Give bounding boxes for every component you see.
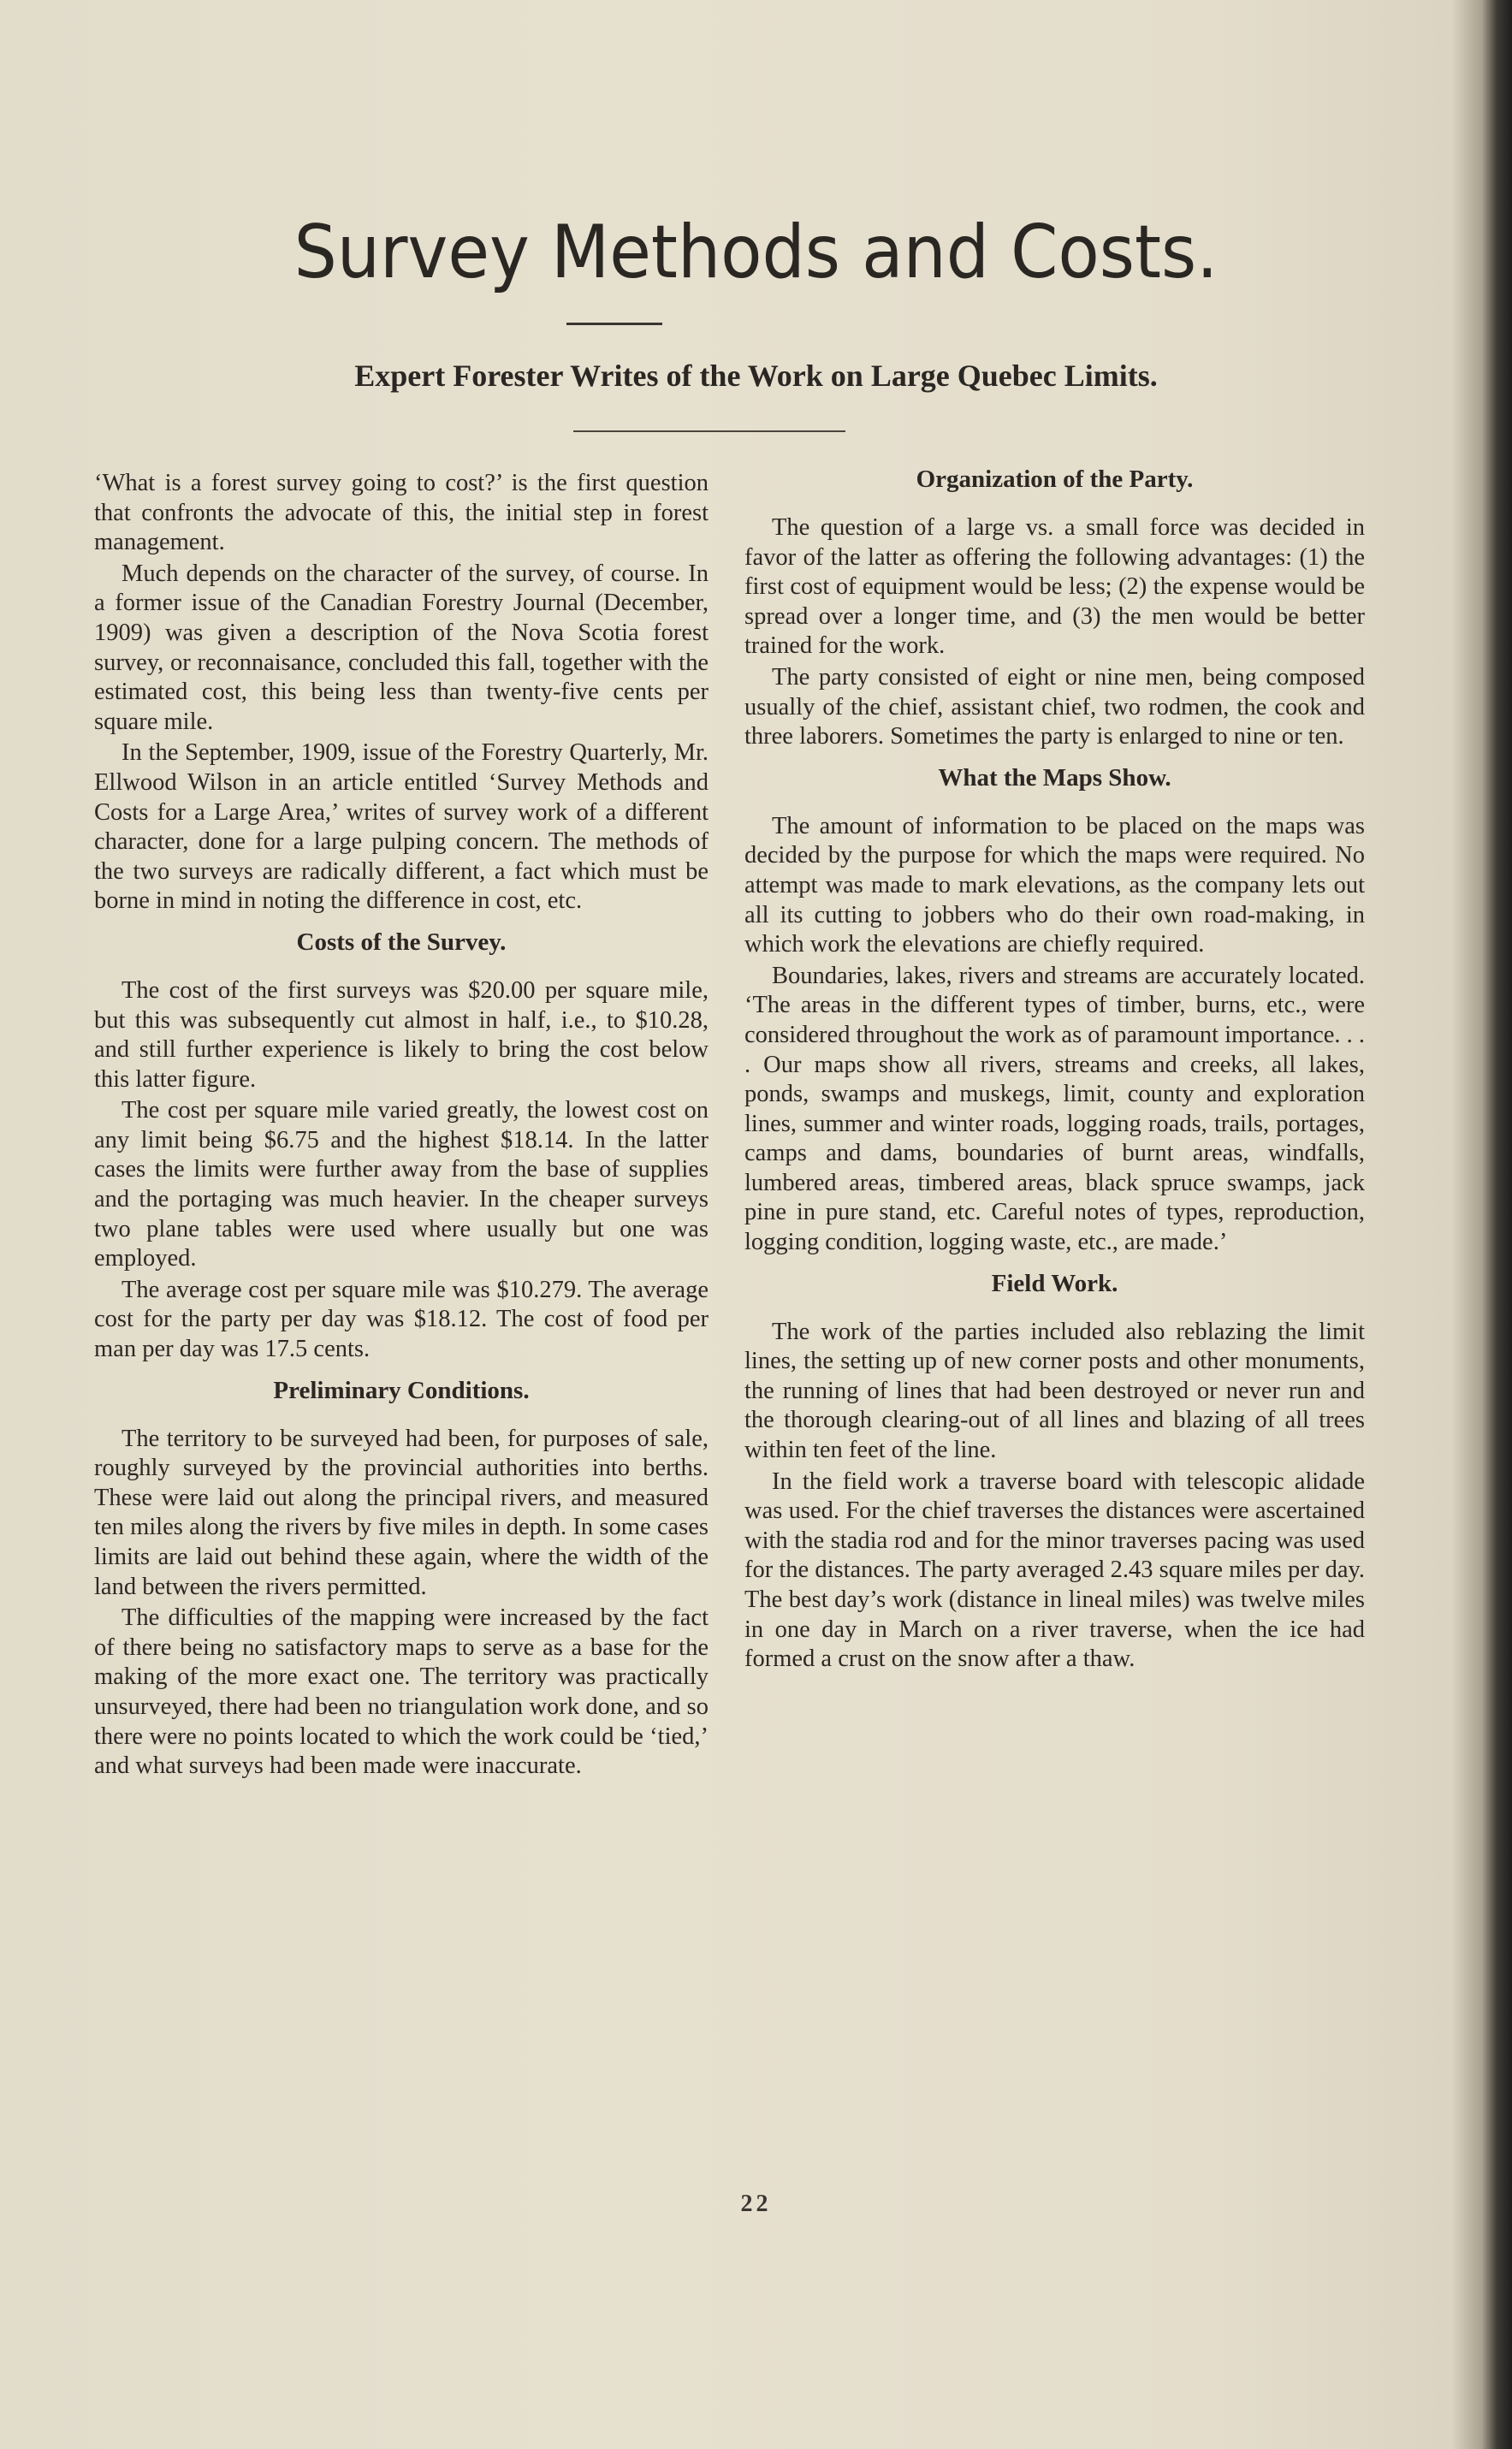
page-number: 22: [740, 2191, 772, 2217]
paragraph: In the field work a traverse board with telescopic alidade was used. For the chief traverses the distances were ascertained with the stadia rod and for the minor traverses pacing was used for the distances. The party averaged 2.43 square miles per day. The best day’s work (distance in lineal miles) was twelve miles in one day in March on a river traverse, when the ice had formed a crust on the snow after a thaw.: [744, 1468, 1365, 1673]
section-heading-costs: Costs of the Survey.: [296, 928, 507, 956]
paragraph: Boundaries, lakes, rivers and streams are accurately located. ‘The areas in the different types of timber, burns, etc., were considered throughout the work as of paramount importance. . . . Our maps show all rivers, streams and creeks, all lakes, ponds, swamps and muskegs, limit, county and exploration lines, summer and winter roads, logging roads, trails, portages, camps and dams, boundaries of burnt areas, windfalls, lumbered areas, timbered areas, black spruce swamps, jack pine in pure stand, etc. Careful notes of types, reproduction, logging condition, logging waste, etc., are made.’: [744, 962, 1365, 1256]
title-divider: [566, 323, 662, 325]
right-column: [744, 464, 1365, 1676]
paragraph: ‘What is a forest survey going to cost?’ is the first question that confronts the advocate of this, the initial step in forest management.: [94, 470, 709, 556]
paragraph: The territory to be surveyed had been, for purposes of sale, roughly surveyed by the provincial authorities into berths. These were laid out along the principal rivers, and measured ten miles along the rivers by five miles in depth. In some cases limits are laid out behind these again, where the width of the land between the rivers permitted.: [94, 1425, 709, 1600]
section-heading-maps: What the Maps Show.: [938, 763, 1171, 792]
paragraph: In the September, 1909, issue of the Forestry Quarterly, Mr. Ellwood Wilson in an article entitled ‘Survey Methods and Costs for a Large Area,’ writes of survey work of a different character, done for a large pulping concern. The methods of the two surveys are radically different, a fact which must be borne in mind in noting the difference in cost, etc.: [94, 739, 709, 915]
paragraph: The work of the parties included also reblazing the limit lines, the setting up of new corner posts and other monuments, the running of lines that had been destroyed or never run and the thorough clearing-out of all lines and blazing of all trees within ten feet of the line.: [744, 1318, 1365, 1464]
paragraph: The difficulties of the mapping were increased by the fact of there being no satisfactory maps to serve as a base for the making of the more exact one. The territory was practically unsurveyed, there had been no triangulation work done, and so there were no points located to which the work could be ‘tied,’ and what surveys had been made were inaccurate.: [94, 1604, 709, 1780]
paragraph: The party consisted of eight or nine men, being composed usually of the chief, assistant chief, two rodmen, the cook and three laborers. Sometimes the party is enlarged to nine or ten.: [744, 663, 1365, 750]
article-subtitle: Expert Forester Writes of the Work on Large Quebec Limits.: [354, 359, 1158, 393]
section-heading-field-work: Field Work.: [991, 1269, 1118, 1297]
subtitle-divider: [573, 430, 845, 432]
article-title: Survey Methods and Costs.: [294, 210, 1218, 295]
paragraph: The average cost per square mile was $10.279. The average cost for the party per day was $18.12. The cost of food per man per day was 17.5 cents.: [94, 1276, 709, 1363]
left-column: [94, 469, 709, 1783]
section-heading-organization: Organization of the Party.: [916, 465, 1194, 493]
section-heading-preliminary: Preliminary Conditions.: [273, 1376, 530, 1404]
paragraph: The amount of information to be placed on the maps was decided by the purpose for which the maps were required. No attempt was made to mark elevations, as the company lets out all its cutting to jobbers who do their own road-making, in which work the elevations are chiefly required.: [744, 812, 1365, 958]
paragraph: The cost per square mile varied greatly, the lowest cost on any limit being $6.75 and the highest $18.14. In the latter cases the limits were further away from the base of supplies and the portaging was much heavier. In the cheaper surveys two plane tables were used where usually but one was employed.: [94, 1097, 709, 1272]
paragraph: The question of a large vs. a small force was decided in favor of the latter as offering the following advantages: (1) the first cost of equipment would be less; (2) the expense would be spread over a longer time, and (3) the men would be better trained for the work.: [744, 514, 1365, 660]
paragraph: Much depends on the character of the survey, of course. In a former issue of the Canadian Forestry Journal (December, 1909) was given a description of the Nova Scotia forest survey, or reconnaisance, concluded this fall, together with the estimated cost, this being less than twenty-five cents per square mile.: [94, 560, 709, 735]
paragraph: The cost of the first surveys was $20.00 per square mile, but this was subsequently cut almost in half, i.e., to $10.28, and still further experience is likely to bring the cost below this latter figure.: [94, 976, 709, 1093]
